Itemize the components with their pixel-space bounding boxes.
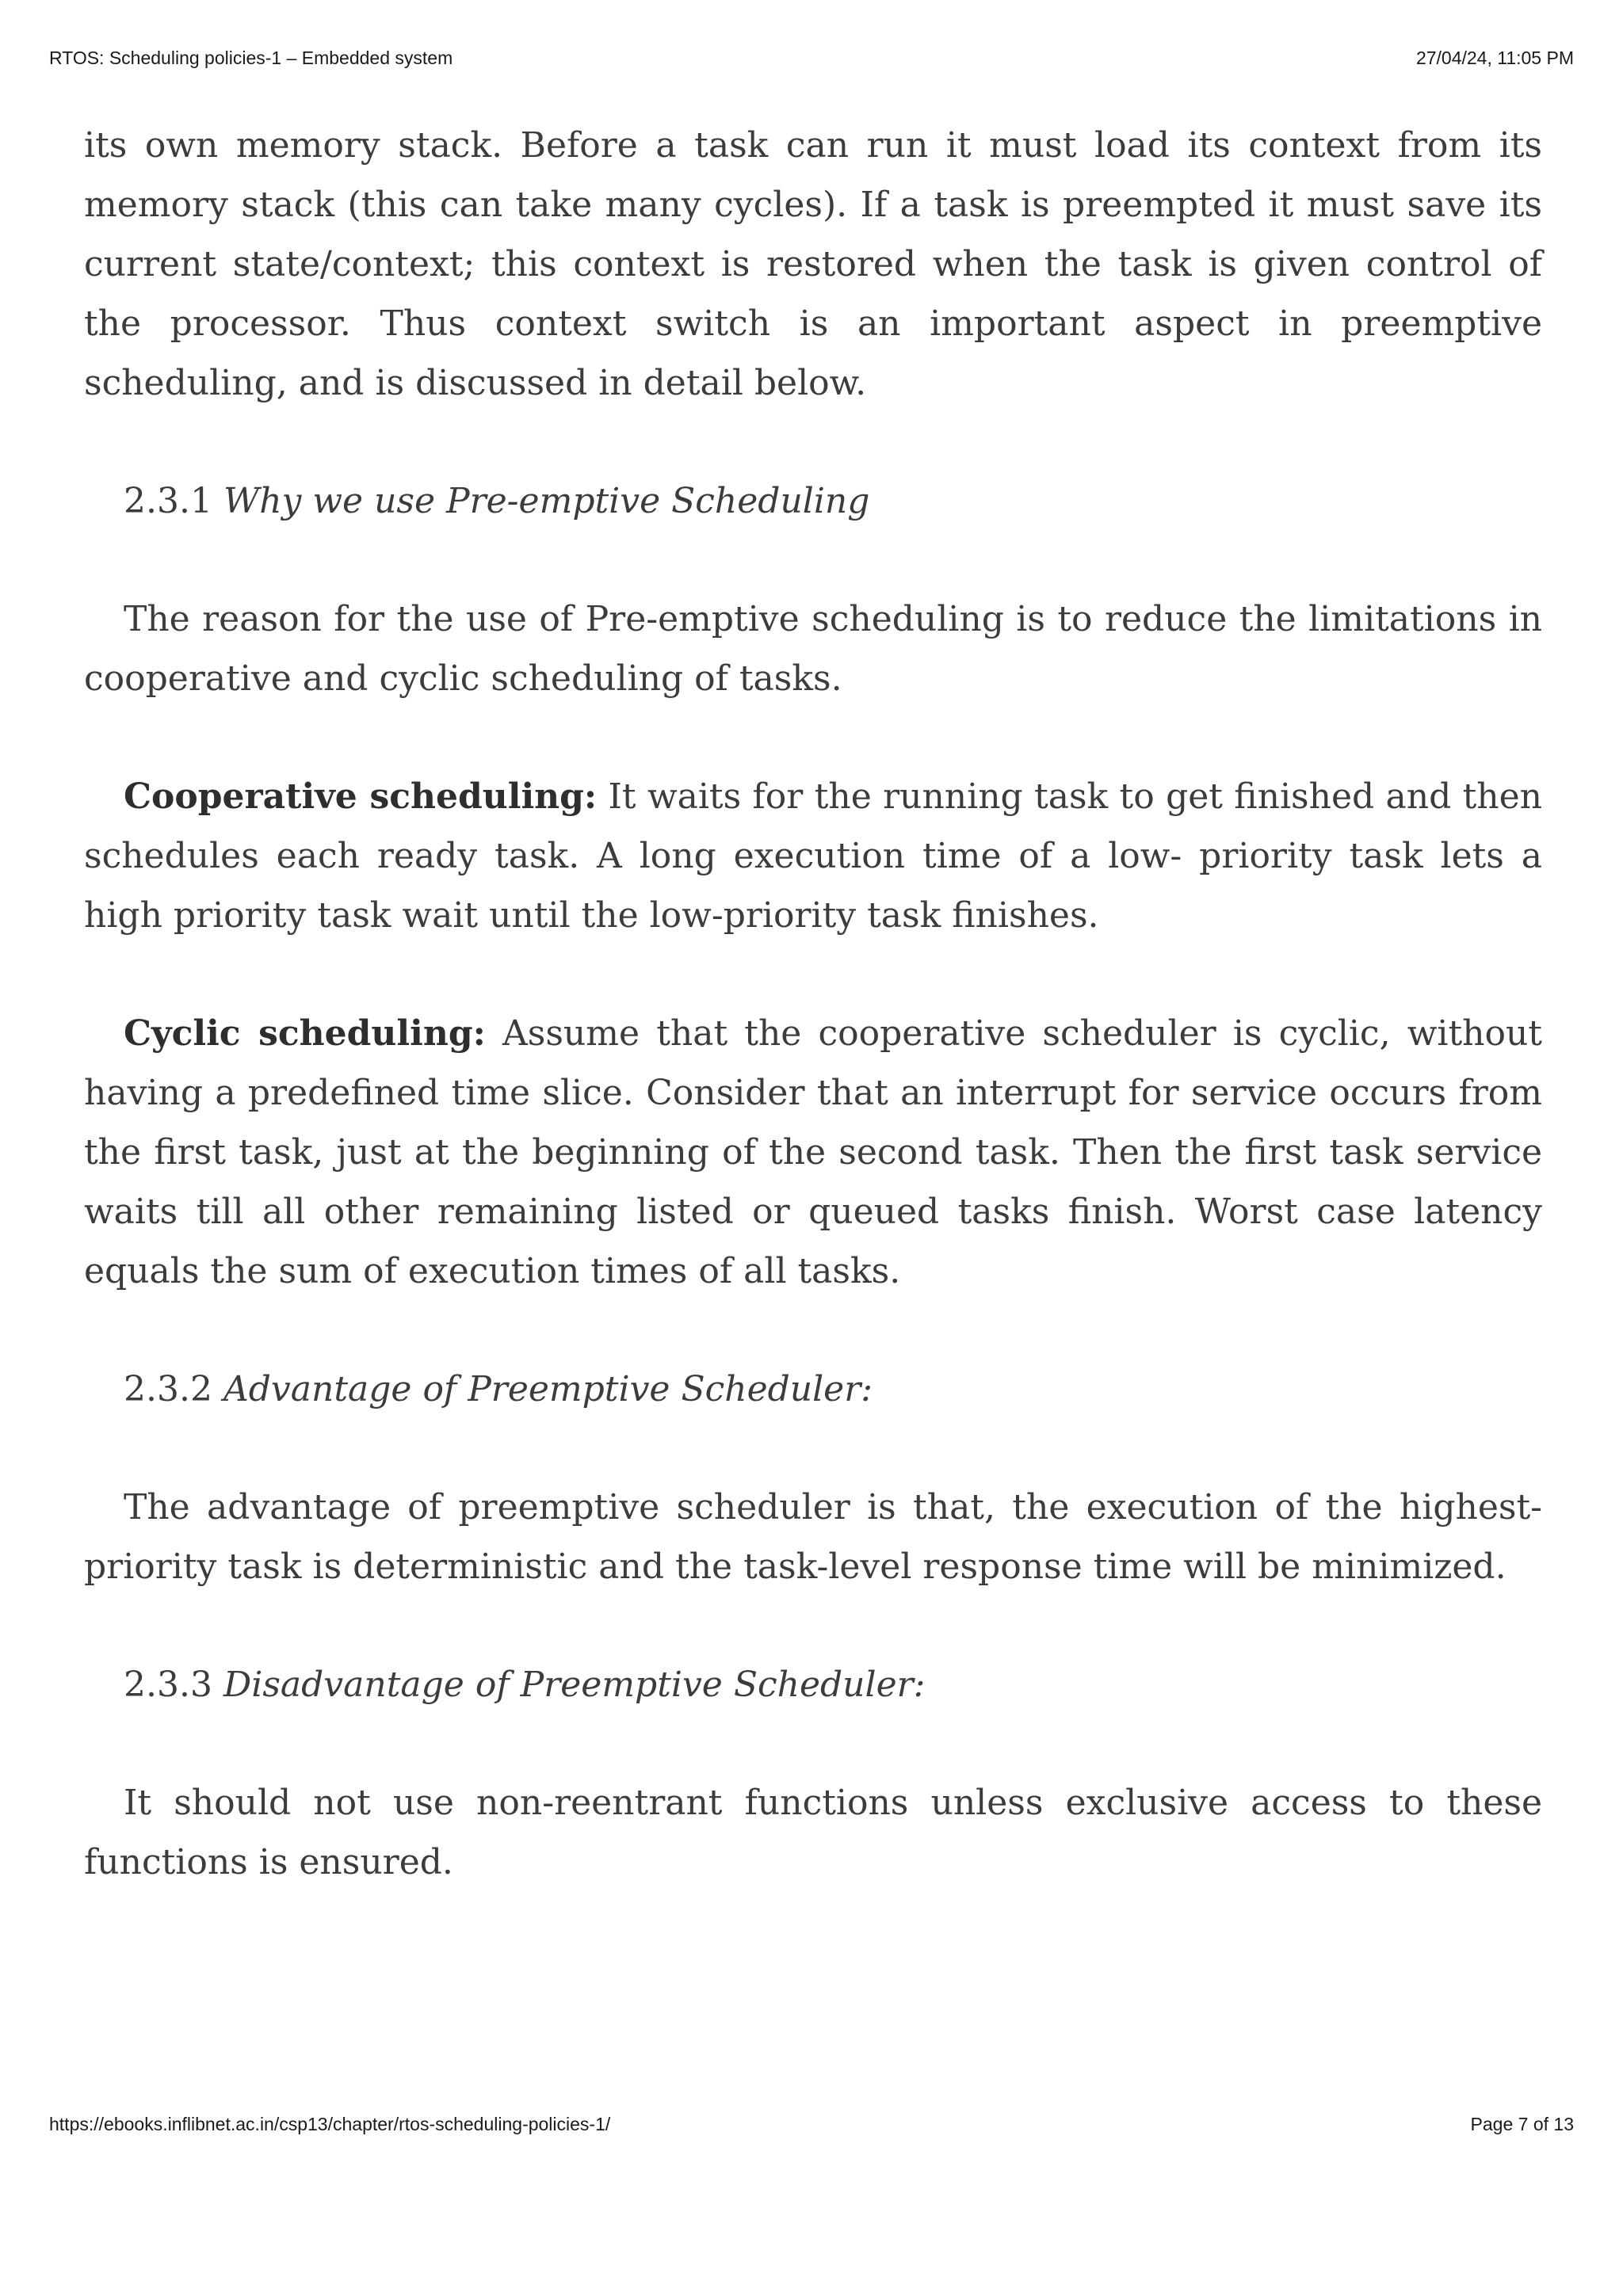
reason-paragraph: The reason for the use of Pre-emptive scheduling is to reduce the limitations in cooperative and cyclic scheduling of tasks. (84, 599, 1542, 699)
page-url-link[interactable]: https://ebooks.inflibnet.ac.in/csp13/chapter/rtos-scheduling-policies-1/ (49, 2114, 611, 2134)
advantage-paragraph: The advantage of preemptive scheduler is that, the execution of the highest-priority task is deterministic and the task-level response time will be minimized. (84, 1487, 1542, 1587)
section-number: 2.3.3 (124, 1665, 212, 1705)
page-title: RTOS: Scheduling policies-1 – Embedded system (49, 48, 453, 68)
cyclic-paragraph (84, 1004, 1542, 1301)
cyclic-text: Assume that the cooperative scheduler is cyclic, without having a predefined time slice. Consider that an interrupt for service occurs from the first task, just at the beginning of the second task. Then the first task service waits till all other remaining listed or queued tasks finish. Worst case latency equals the sum of execution times of all tasks. (84, 1013, 1542, 1291)
disadvantage-paragraph: It should not use non-reentrant functions unless exclusive access to these functions is ensured. (84, 1783, 1542, 1882)
article-content (84, 116, 1542, 1951)
section-title: Why we use Pre-emptive Scheduling (223, 481, 870, 521)
print-footer (49, 2114, 1574, 2135)
section-heading-2-3-3 (84, 1655, 1542, 1714)
section-number: 2.3.2 (124, 1369, 212, 1409)
print-header (49, 48, 1574, 69)
cooperative-paragraph (84, 767, 1542, 945)
section-number: 2.3.1 (124, 481, 212, 521)
cyclic-term: Cyclic scheduling: (124, 1013, 486, 1054)
print-datetime: 27/04/24, 11:05 PM (1415, 48, 1574, 68)
cooperative-term: Cooperative scheduling: (124, 776, 598, 817)
section-heading-2-3-1 (84, 471, 1542, 531)
cooperative-text: It waits for the running task to get finished and then schedules each ready task. A long execution time of a low- priority task lets a high priority task wait until the low-priority task finishes. (84, 776, 1542, 936)
section-title: Disadvantage of Preemptive Scheduler: (223, 1665, 926, 1705)
section-title: Advantage of Preemptive Scheduler: (223, 1369, 873, 1409)
page-number: Page 7 of 13 (1470, 2114, 1574, 2134)
intro-paragraph: its own memory stack. Before a task can run it must load its context from its memory stack (this can take many cycles). If a task is preempted it must save its current state/context; this context is restored when the task is given control of the processor. Thus context switch is an important aspect in preemptive scheduling, and is discussed in detail below. (84, 125, 1542, 403)
section-heading-2-3-2 (84, 1360, 1542, 1419)
